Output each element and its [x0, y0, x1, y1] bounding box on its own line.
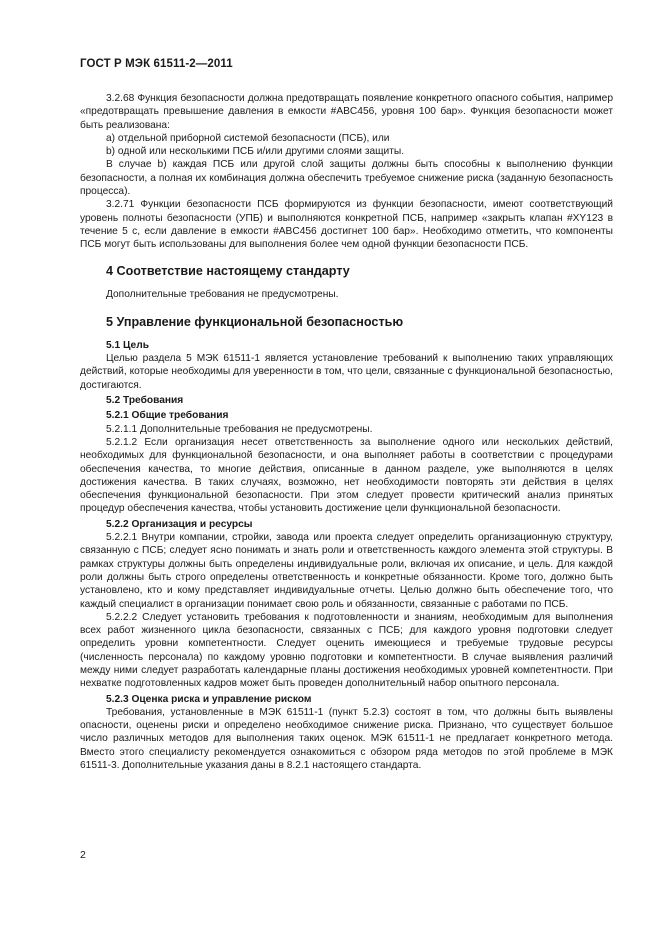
paragraph-case-b: В случае b) каждая ПСБ или другой слой защиты должны быть способны к выполнению функции безопасности, а полная их комбинация должна обеспечить требуемое снижение риска (заданную безопасность процесса).	[80, 159, 613, 198]
section-5-heading: 5 Управление функциональной безопасностью	[106, 314, 404, 329]
section-5-2-heading: 5.2 Требования	[106, 395, 184, 407]
paragraph-5-2-1-1: 5.2.1.1 Дополнительные требования не предусмотрены.	[106, 423, 373, 435]
list-item-a: а) отдельной приборной системой безопасности (ПСБ), или	[106, 132, 390, 144]
section-5-2-1-heading: 5.2.1 Общие требования	[106, 410, 229, 422]
document-header: ГОСТ Р МЭК 61511-2—2011	[80, 58, 233, 70]
paragraph-3-2-71: 3.2.71 Функции безопасности ПСБ формируются из функции безопасности, имеют соответствующий уровень полноты безопасности (УПБ) и выполняются конкретной ПСБ, например «закрыть клапан #XY123 в течение 5 с, если давление в емкости #ABC456 достигнет 100 бар». Необходимо отметить, что компоненты ПСБ могут быть использованы для выполнения более чем одной функции безопасности ПСБ.	[80, 199, 613, 251]
page-number: 2	[80, 849, 86, 861]
paragraph-5-2-3: Требования, установленные в МЭК 61511-1 (пункт 5.2.3) состоят в том, что должны быть выявлены опасности, оценены риски и определено необходимое снижение риска. Признано, что существует большое число различных методов для выполнения таких оценок. МЭК 61511-1 не предлагает конкретного метода. Вместо этого специалисту рекомендуется ознакомиться с обзором ряда методов по этой проблеме в МЭК 61511-3. Дополнительные указания даны в 8.2.1 настоящего стандарта.	[80, 706, 613, 772]
list-item-b: b) одной или несколькими ПСБ и/или другими слоями защиты.	[106, 146, 405, 158]
paragraph-5-2-2-1: 5.2.2.1 Внутри компании, стройки, завода или проекта следует определить организационную структуру, связанную с ПСБ; следует ясно понимать и знать роли и ответственность каждого элемента этой структуры. В рамках структуры должны быть определены индивидуальные роли, включая их описание, и цель. Для каждой роли должны быть строго определены ответственность и конкретные обязанности. Кроме того, должно быть установлено, кто и кому представляет индивидуальные отчеты. Целью должно быть обеспечение того, что каждый специалист в организации понимает свою роль и обязанности, связанные с работами по ПСБ.	[80, 532, 613, 610]
paragraph-5-2-1-2: 5.2.1.2 Если организация несет ответственность за выполнение одного или нескольких действий, необходимых для функциональной безопасности, и она выполняет работы в соответствии с процедурами обеспечения качества, то многие действия, описанные в данном разделе, уже выполняются в целях достижения качества. В таких случаях, возможно, нет необходимости повторять эти действия в целях обеспечения функциональной безопасности. При этом следует провести критический анализ принятых процедур обеспечения качества, чтобы установить достижение цели функциональной безопасности.	[80, 436, 613, 515]
section-5-1-heading: 5.1 Цель	[106, 339, 149, 351]
section-5-1-text: Целью раздела 5 МЭК 61511-1 является установление требований к выполнению таких управляющих действий, которые необходимы для уверенности в том, что цели, связанные с функциональной безопасностью, достигаются.	[80, 353, 613, 391]
section-4-heading: 4 Соответствие настоящему стандарту	[106, 263, 350, 278]
section-5-2-2-heading: 5.2.2 Организация и ресурсы	[106, 518, 253, 530]
paragraph-3-2-68: 3.2.68 Функция безопасности должна предотвращать появление конкретного опасного события, например «предотвращать превышение давления в емкости #ABC456, уровня 100 бар». Функция безопасности может быть реализована:	[80, 93, 613, 131]
document-page	[80, 58, 613, 772]
paragraph-5-2-2-2: 5.2.2.2 Следует установить требования к подготовленности и знаниям, необходимым для выполнения всех работ жизненного цикла безопасности, связанных с ПСБ; для каждого уровня подготовки следует определить уровни компетентности. Следует оценить имеющиеся и требуемые трудовые ресурсы (численность персонала) по каждому уровню подготовки и компетентности. В случае выявления различий между ними следует разработать календарные планы достижения необходимых уровней компетентности. При нехватке подготовленных кадров может быть проведен дополнительный набор опытного персонала.	[80, 611, 613, 690]
section-5-2-3-heading: 5.2.3 Оценка риска и управление риском	[106, 693, 312, 705]
section-4-text: Дополнительные требования не предусмотрены.	[106, 288, 339, 300]
